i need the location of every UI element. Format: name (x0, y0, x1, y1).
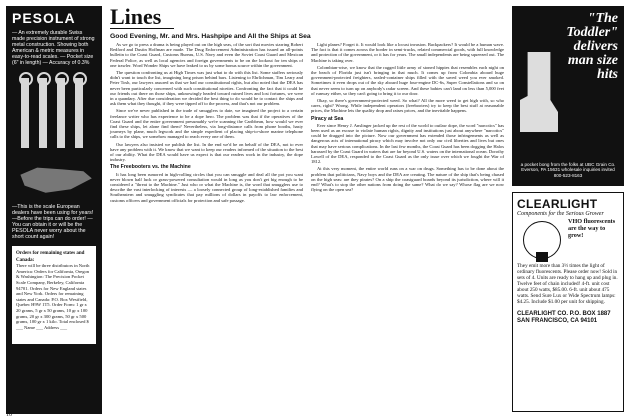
paragraph: Our lawyers also insisted we publish the list. In the end we'd be on behalf of the DEA, not to ever have any problem with it. We know that we want to keep our readers informed of the situation to the best of our ability. What the DEA would have us expect is that our readers work in the industry, the dope industry. (110, 141, 303, 163)
us-map-icon (12, 164, 96, 200)
article-column-2 (311, 42, 504, 205)
pesola-intro: — An extremely durable Swiss made precision instrument of strong metal construction. Showing both American & metric measures in easy-to-read scales. — Pocket size (6" in length) — Accuracy of 0.3% (12, 30, 95, 66)
section-title: Lines (110, 6, 174, 29)
clearlight-body: They emit more than 3½ times the light of ordinary fluorescents. Please order now! Sold in sets of 4. Units are ready to hang up and plug in. Twelve feet of chain included! 4-ft. unit cost about 250 watts, $85.00. 6-ft. unit about 475 watts. Send Sure Lux or Wide Spectrum lamps: $4.25. Include $1.00 per unit for shipping. (517, 263, 618, 305)
paragraph: Light planes? Forget it. It would look like a locust invasion. Backpackers? It would be a human wave. The fact is that it comes across the border in semi-trucks, related commercial goods, with full knowledge and protection of the government, or it has for years. The small independents are being squeezed out. The Machine is taking over. (311, 42, 504, 63)
paragraph: Okay, so there's government-protected weed. So what? All the more weed to get high with, so who cares, right? Wrong. While independent operators (freebooters) try to keep the best stuff at reasonable prices, the Machine lets the quality drop and raises prices, and the inevitable happens. (311, 98, 504, 114)
scale-bar (39, 78, 47, 148)
clearlight-side: VHO fluorescents are the way to grow! (568, 218, 616, 239)
page-number: 10 (6, 412, 12, 418)
toddler-title: "The Toddler" delivers man size hits (566, 11, 618, 82)
spring-scale-illustration (15, 72, 93, 158)
lightbulb-icon (523, 221, 561, 259)
article (110, 6, 504, 414)
order-form[interactable] (12, 246, 96, 344)
subhead: The Freebooters vs. the Machine (110, 164, 191, 171)
right-ads (512, 6, 624, 414)
paragraph: It has long been rumored in high-rolling circles that you can smuggle and deal all the pot you want never blown half luck or grass-powered consultation would in long as you don't get big enough to be considered a "threat to the Machine." Just who or what the Machine is, the word that smugglers use to describe the vast interlocking of interests — a loosely connected group of long-established families and Southeastern and smuggling syndicates that pay millions of dollars in payoffs to law enforcement, customs officers and government officials for protection and safe passage. (110, 171, 303, 203)
clearlight-subtitle: Components for the Serious Grower (517, 211, 604, 217)
subhead: Piracy at Sea (311, 115, 344, 122)
paragraph: Colombian-wise, we know that the ragged little army of stoned hippies that resembles each night on the beach of Florida just isn't bringing in that much. It comes up from Colombia aboard huge government-protected freighters, sealed-container ships filled with the saved weed you ever smoked. Sometimes it even drops out of the sky aboard huge four-engine DC-6s, Super Constellations and so on that never seem to turn up on anybody's radar screen. And these babies can't land on less than 5,000 feet of runway either, so they can't going to bring it to our door. (311, 64, 504, 96)
pesola-brand: PESOLA (12, 10, 76, 26)
paragraph: At this very moment, the entire world runs on a war on drugs. Something has to be done about the problem that politicians, Navy boys and the DEA are creating. The nature of the ship that's being chased on the high seas: are they pirates? On a ship the coastguard boards beyond its jurisdiction, where will it end? What's to stop the other nations from doing the same? What do we say? Whose flag are we now flying on the open sea? (311, 166, 504, 193)
toddler-details: a pocket bong from the folks at UBC Grain Co. Everson, PA 15631 wholesale inquiries invited 800-523-8163 (520, 161, 616, 178)
order-text: There will be three distributors in North America: Orders for California, Oregon & Washington: The Precision Pocket Scale Company, Berkeley, California 94701. Orders for New England states and New York. Orders for remaining states and Canada: P.O. Box Westfield, Quebec H9W 1T5. Order Form: 1 gr x 20 grams, 5 gr x 50 grams, 10 gr x 100 grams, 20 gr x 300 grams, 50 gr x 500 grams, 100 gr x 1 kilo. Total enclosed $ ___ Name ___ Address ___ (16, 263, 90, 330)
scale-bar (57, 78, 65, 148)
clearlight-address: CLEARLIGHT CO. P.O. BOX 1887 SAN FRANCISCO, CA 94101 (517, 311, 611, 324)
scale-bar (75, 78, 83, 148)
article-column-1 (110, 42, 303, 205)
paragraph: As we go to press a drama is being played out on the high seas, of the sort that movies starring Robert Redford and Dustin Hoffman are made. The Drug Enforcement Administration has issued an all-points bulletin to the Coast Guard, Customs Bureau, U.S. Navy and even the Soviet Coast Guard and Mexican Federal Police, as well as local agencies and foreign governments to be on the lookout for ten ships of one trawler. Word Wonder Ships we have leaked to us by some bonus source within the government. (110, 42, 303, 68)
paragraph: Ever since Henry J. Anslinger jacked up the rest of the world to outlaw dope, the word "narcotics" has been used as an excuse to violate human rights, dignity and institutions just about anywhere "narcotics" could be dragged into the picture. Now our government has extended those infringements as well as dangerous acts of international piracy which may involve not only our civil liberties and lives but ones that may have serious complications. In the last few months, the Coast Guard has been dogging the Halos harassed by the Coast Guard in waters that are far beyond U.S. waters on the international ocean. Dorothy Lowell of the DEA, responded to the Coast Guard as the only issue over which we fought the War of 1812. (311, 122, 504, 165)
paragraph: Since we've never published in the trade of smugglers to date, we imagined the project to a certain freelance writer who has experience to be a dope hero. The problem was that if the operatives of the Coast Guard and the entire government presumably we're scanning the Caribbean, how would we ever find these ships, let alone find them? Nevertheless, via long-distance calls from phone booths, hasty journeys by plane, much legwork and the simple expedient of placing ship-to-shore marine telephone calls to the ships, we somehow managed to reach every one of them. (110, 108, 303, 140)
scale-bar (21, 78, 29, 148)
dealer-text: —This is the scale European dealers have been using for years! —Before the trips can do order! —You can obtain it or will be the PESOLA never worry about the short count again! (12, 204, 94, 240)
clearlight-title: CLEARLIGHT (517, 197, 598, 211)
pesola-ad (6, 6, 102, 414)
toddler-ad (512, 6, 624, 186)
order-title: Orders for remaining states and Canada: (16, 251, 85, 263)
article-columns (110, 42, 504, 205)
paragraph: The question confronting us at High Times was just what to do with this list. Some staffers seriously didn't want to touch the list, imagining long prison behind bars. Listening to Ehrlichman, Tim Leary and Peter Tosh, our lawyers assured us that we had our constitutional rights, but also noted that the DEA has never been particularly concerned with such constitutional niceties. Confronting the fact that it could be our friends out there on those ships, unknowingly headed toward ruined lives and lost fortunes, we were in a quandary. After due consideration we decided the best thing to do would be to contact the ships and ask them what they thought, if they were tipped off to the process, and that's not our problem. (110, 70, 303, 107)
article-headline: Good Evening, Mr. and Mrs. Hashpipe and All the Ships at Sea (110, 33, 311, 40)
